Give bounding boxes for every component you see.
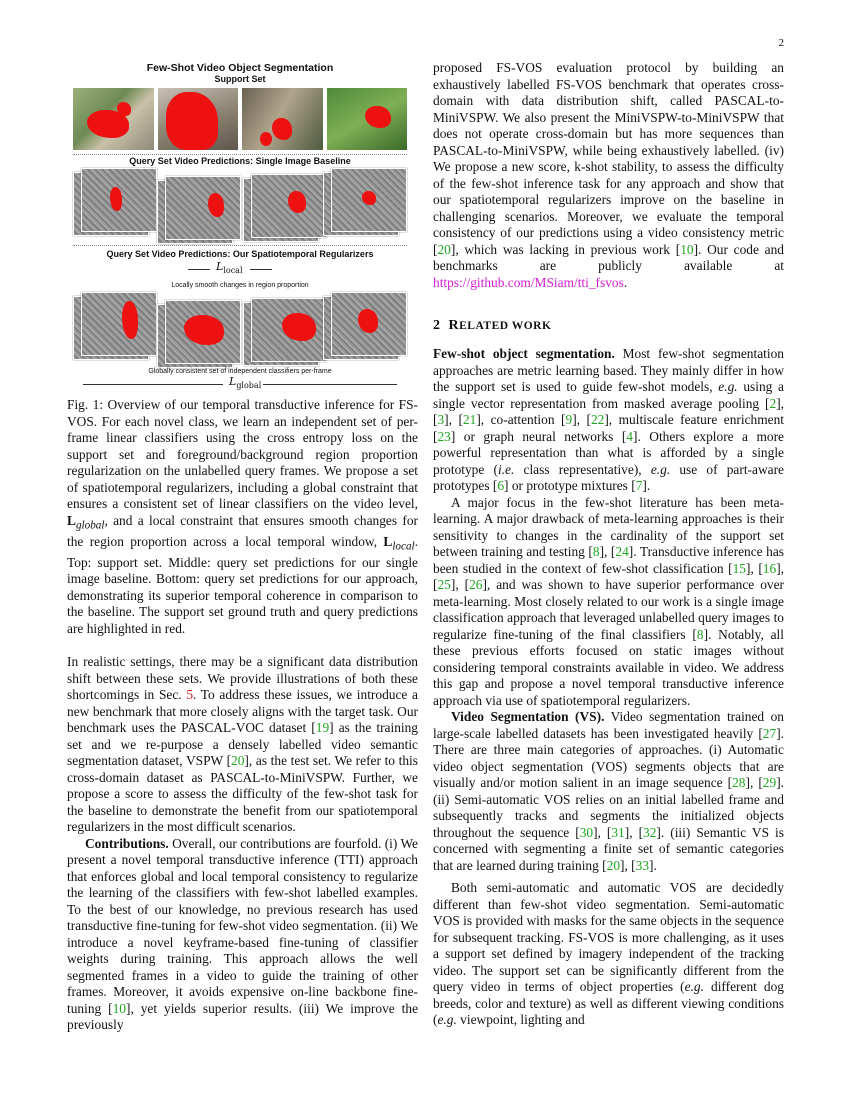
citation-link[interactable]: 8 [592, 544, 600, 559]
video-frame [81, 292, 157, 356]
figure-1 [73, 60, 407, 390]
paragraph-heading: Few-shot object segmentation. [433, 346, 615, 361]
citation-link[interactable]: 33 [635, 857, 650, 873]
paragraph: In realistic settings, there may be a significant data distribution shift between these sets. We provide illustrations of both these shortcomings in Sec. 5. To address these issues, we introduce a new benchmark that more closely aligns with the target task. Our benchmark uses the PASCAL-VOC dataset [19] as the training set and we re-purpose a densely labelled video semantic segmentation dataset, VSPW [20], as the test set. We refer to this cross-domain dataset as PASCAL-to-MiniVSPW. Further, we propose a score to assess the difficulty of the few-shot task for the baseline to demonstrate the benefit from our spatiotemporal regularizers in the most difficult scenarios. [67, 654, 418, 834]
paragraph: Few-shot object segmentation. Most few-shot segmentation approaches are metric learning based. They mainly differ in how the support set is used to guide few-shot models, e.g. using a single vector representation from masked average pooling [2], [3], [21], co-attention [9], [22], multiscale feature enrichment [23] or graph neural networks [4]. Others explore a more powerful representation than what is afforded by a single prototype (i.e. class representative), e.g. use of part-aware prototypes [6] or prototype mixtures [7]. [433, 346, 784, 493]
local-loss-description: Locally smooth changes in region proportion [171, 282, 309, 289]
citation-link[interactable]: 20 [231, 753, 245, 768]
citation-link[interactable]: 7 [635, 478, 643, 493]
video-frame [81, 168, 157, 232]
citation-link[interactable]: 30 [579, 824, 594, 840]
paragraph: proposed FS-VOS evaluation protocol by building an exhaustively labelled FS-VOS benchmark that operates cross-domain with data distribution shift, called PASCAL-to-MiniVSPW. We also present the MiniVSPW-to-MiniVSPW that does not operate cross-domain but has more sequences than PASCAL-to-MiniVSPW, while being exhaustively labelled. (iv) We propose a new score, k-shot stability, to assess the difficulty of the few-shot inference task for any approach and show that our spatiotemporal regularizers improve on the baseline in challenging scenarios. Moreover, we evaluate the temporal consistency of our predictions using a video consistency metric [20], which was lacking in previous work [10]. Our code and benchmarks are publicly available at https://github.com/MSiam/tti_fsvos. [433, 60, 784, 290]
citation-link[interactable]: 2 [769, 395, 777, 411]
paragraph-heading: Contributions. [85, 835, 169, 851]
citation-link[interactable]: 15 [732, 560, 746, 576]
citation-link[interactable]: 10 [680, 241, 694, 257]
citation-link[interactable]: 9 [565, 412, 573, 427]
local-loss-symbol: $L_{local}$ [216, 260, 243, 276]
section-title: RELATED WORK [448, 318, 552, 333]
citation-link[interactable]: 22 [590, 412, 605, 427]
ours-frames [73, 292, 407, 370]
citation-link[interactable]: 29 [762, 775, 777, 790]
support-image [242, 88, 323, 150]
citation-link[interactable]: 32 [643, 824, 657, 840]
paragraph: Contributions. Overall, our contributions are fourfold. (i) We present a novel temporal transductive inference (TTI) approach that enforces global and local temporal consistency to regularize the learning of the classifiers with few-shot labelled examples. To the best of our knowledge, no previous research has used transductive fine-tuning for few-shot video segmentation. (ii) We introduce a novel keyframe-based fine-tuning of classifier weights during training. This approach allows the well segmented frames in a video to guide the training of other frames. Moreover, it avoids expensive on-line backbone fine-tuning [10], yet yields superior results. (iii) We improve the previously [67, 835, 419, 1032]
section-link[interactable]: 5 [186, 687, 194, 702]
citation-link[interactable]: 8 [696, 626, 704, 642]
citation-link[interactable]: 23 [437, 428, 451, 444]
citation-link[interactable]: 21 [462, 412, 477, 427]
baseline-frames [73, 168, 407, 246]
global-loss-arrow [83, 376, 397, 390]
video-frame [165, 176, 241, 240]
figure-divider [73, 154, 407, 155]
video-frame [251, 298, 327, 362]
ours-label: Query Set Video Predictions: Our Spatiotemporal Regularizers [106, 249, 374, 259]
citation-link[interactable]: 6 [497, 478, 505, 493]
citation-link[interactable]: 20 [437, 241, 451, 257]
citation-link[interactable]: 24 [615, 544, 629, 559]
code-url-link[interactable]: https://github.com/MSiam/tti_fsvos [433, 274, 624, 290]
citation-link[interactable]: 4 [626, 428, 633, 444]
paragraph: Video Segmentation (VS). Video segmentation trained on large-scale labelled datasets has been investigated heavily [27]. There are three main categories of approaches. (i) Automatic video object segmentation (VOS) segments objects that are visually and/or motion salient in an image sequence [28], [29]. (ii) Semi-automatic VOS relies on an initial labelled frame and subsequently tracks and segments the initialized objects throughout the sequence [30], [31], [32]. (iii) Semantic VS is concerned with segmenting a finite set of semantic categories that are learned during training [20], [33]. [433, 709, 784, 873]
support-image [327, 88, 408, 150]
support-image [158, 88, 239, 150]
citation-link[interactable]: 10 [112, 1000, 126, 1016]
citation-link[interactable]: 26 [469, 577, 483, 592]
paragraph-heading: Video Segmentation (VS). [451, 709, 605, 724]
citation-link[interactable]: 20 [606, 857, 621, 873]
support-image [73, 88, 154, 150]
support-set-label: Support Set [214, 74, 266, 84]
paragraph: A major focus in the few-shot literature has been meta-learning. A major drawback of meta-learning approaches is their sensitivity to changes in the cardinality of the support set between training and testing [8], [24]. Transductive inference has been studied in the context of few-shot classification [15], [16], [25], [26], and was shown to have superior performance over meta-learning. Most closely related to our work is a single image classification approach that leveraged unlabelled query images to regularize fine-tuning of the final classifiers [8]. Notably, all these previous efforts focused on static images without considering temporal constraints available in video. We address this gap and propose a novel temporal transductive inference approach via use of spatiotemporal regularizers. [433, 494, 784, 708]
figure-title: Few-Shot Video Object Segmentation [146, 62, 334, 74]
left-column-text [67, 654, 418, 1034]
video-frame [331, 292, 407, 356]
citation-link[interactable]: 3 [437, 412, 445, 427]
global-loss-symbol: $L_{global}$ [229, 375, 262, 391]
citation-link[interactable]: 19 [315, 720, 330, 735]
citation-link[interactable]: 28 [732, 775, 746, 790]
support-set-images [73, 88, 407, 150]
citation-link[interactable]: 27 [762, 725, 777, 741]
right-column-text [433, 60, 784, 291]
video-frame [165, 300, 241, 364]
citation-link[interactable]: 25 [437, 577, 451, 592]
video-frame [251, 174, 327, 238]
section-number: 2 [433, 318, 441, 333]
caption-label: Fig. 1: [67, 397, 104, 412]
related-work-text [433, 346, 784, 1029]
baseline-label: Query Set Video Predictions: Single Image Baseline [129, 156, 351, 166]
citation-link[interactable]: 16 [762, 560, 777, 576]
citation-link[interactable]: 31 [611, 824, 625, 840]
global-loss-description: Globally consistent set of independent classifiers per-frame [148, 368, 332, 375]
section-heading [433, 318, 784, 334]
figure-divider [73, 245, 407, 246]
local-loss-arrow [188, 261, 278, 275]
figure-caption: Fig. 1: Overview of our temporal transductive inference for FS-VOS. For each novel class, we learn an independent set of per-frame linear classifiers using the cross entropy loss on the support set and foreground/background region proportion regularization on the unlabelled query frames. We propose a set of spatiotemporal regularizers, including a global constraint that ensures a consistent set of linear classifiers on the video level, $L_{global}$, and a local constraint that ensures smooth changes for the region proportion across a local temporal window, $L_{local}$. Top: support set. Middle: query set predictions for our single image baseline. Bottom: query set predictions for our approach, demonstrating its superior temporal coherence in comparison to the baseline. The support set ground truth and query predictions are highlighted in red. [67, 397, 418, 636]
paragraph: Both semi-automatic and automatic VOS are decidedly different than few-shot video segmentation. Semi-automatic VOS is provided with masks for the same objects in the sequence for subsequent tracking. FS-VOS is more challenging, as it uses a support set defined by imagery independent of the tracking video. The support set can be significantly different from the query video in terms of object properties (e.g. different dog breeds, color and texture) as well as different viewing conditions (e.g. viewpoint, lighting and [433, 880, 785, 1027]
page-number: 2 [778, 37, 784, 49]
video-frame [331, 168, 407, 232]
